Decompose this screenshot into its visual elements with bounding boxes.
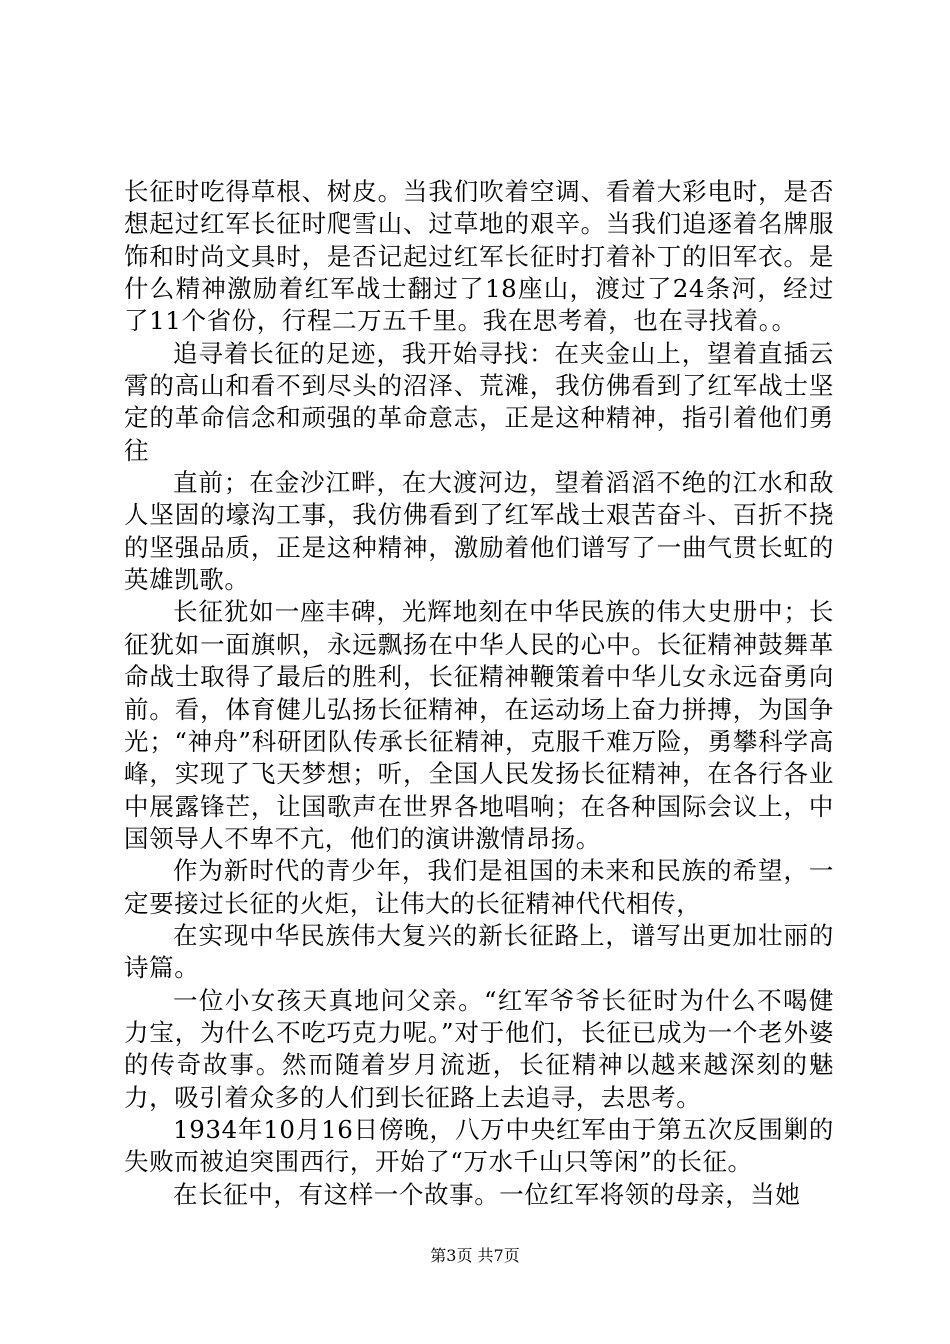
page-footer: 第3页 共7页 bbox=[430, 1246, 520, 1265]
paragraph-2: 追寻着长征的足迹，我开始寻找：在夹金山上，望着直插云霄的高山和看不到尽头的沼泽、荒滩，我仿佛看到了红军战士坚定的革命信念和顽强的革命意志，正是这种精神，指引着他们勇往 bbox=[124, 338, 834, 465]
paragraph-9: 在长征中，有这样一个故事。一位红军将领的母亲，当她 bbox=[173, 1179, 801, 1209]
paragraph-8: 1934年10月16日傍晚，八万中央红军由于第五次反围剿的失败而被迫突围西行，开始了“万水千山只等闲”的长征。 bbox=[124, 1114, 834, 1177]
paragraph-6: 在实现中华民族伟大复兴的新长征路上，谱写出更加壮丽的诗篇。 bbox=[124, 920, 834, 983]
paragraph-3: 直前；在金沙江畔，在大渡河边，望着滔滔不绝的江水和敌人坚固的壕沟工事，我仿佛看到了红军战士艰苦奋斗、百折不挠的坚强品质，正是这种精神，激励着他们谱写了一曲气贯长虹的英雄凯歌。 bbox=[124, 468, 834, 595]
paragraph-1: 长征时吃得草根、树皮。当我们吹着空调、看着大彩电时，是否想起过红军长征时爬雪山、过草地的艰辛。当我们追逐着名牌服饰和时尚文具时，是否记起过红军长征时打着补丁的旧军衣。是什么精神激励着红军战士翻过了18座山，渡过了24条河，经过了11个省份，行程二万五千里。我在思考着，也在寻找着。。 bbox=[124, 177, 834, 336]
paragraph-7: 一位小女孩天真地问父亲。“红军爷爷长征时为什么不喝健力宝，为什么不吃巧克力呢。”对于他们，长征已成为一个老外婆的传奇故事。然而随着岁月流逝，长征精神以越来越深刻的魅力，吸引着众多的人们到长征路上去追寻，去思考。 bbox=[124, 985, 834, 1112]
paragraph-5: 作为新时代的青少年，我们是祖国的未来和民族的希望，一定要接过长征的火炬，让伟大的长征精神代代相传， bbox=[124, 856, 834, 918]
document-body bbox=[124, 176, 834, 1211]
paragraph-4: 长征犹如一座丰碑，光辉地刻在中华民族的伟大史册中；长征犹如一面旗帜，永远飘扬在中华人民的心中。长征精神鼓舞革命战士取得了最后的胜利，长征精神鞭策着中华儿女永远奋勇向前。看，体育健儿弘扬长征精神，在运动场上奋力拼搏，为国争光；“神舟”科研团队传承长征精神，克服千难万险，勇攀科学高峰，实现了飞天梦想；听，全国人民发扬长征精神，在各行各业中展露锋芒，让国歌声在世界各地唱响；在各种国际会议上，中国领导人不卑不亢，他们的演讲激情昂扬。 bbox=[124, 597, 834, 853]
